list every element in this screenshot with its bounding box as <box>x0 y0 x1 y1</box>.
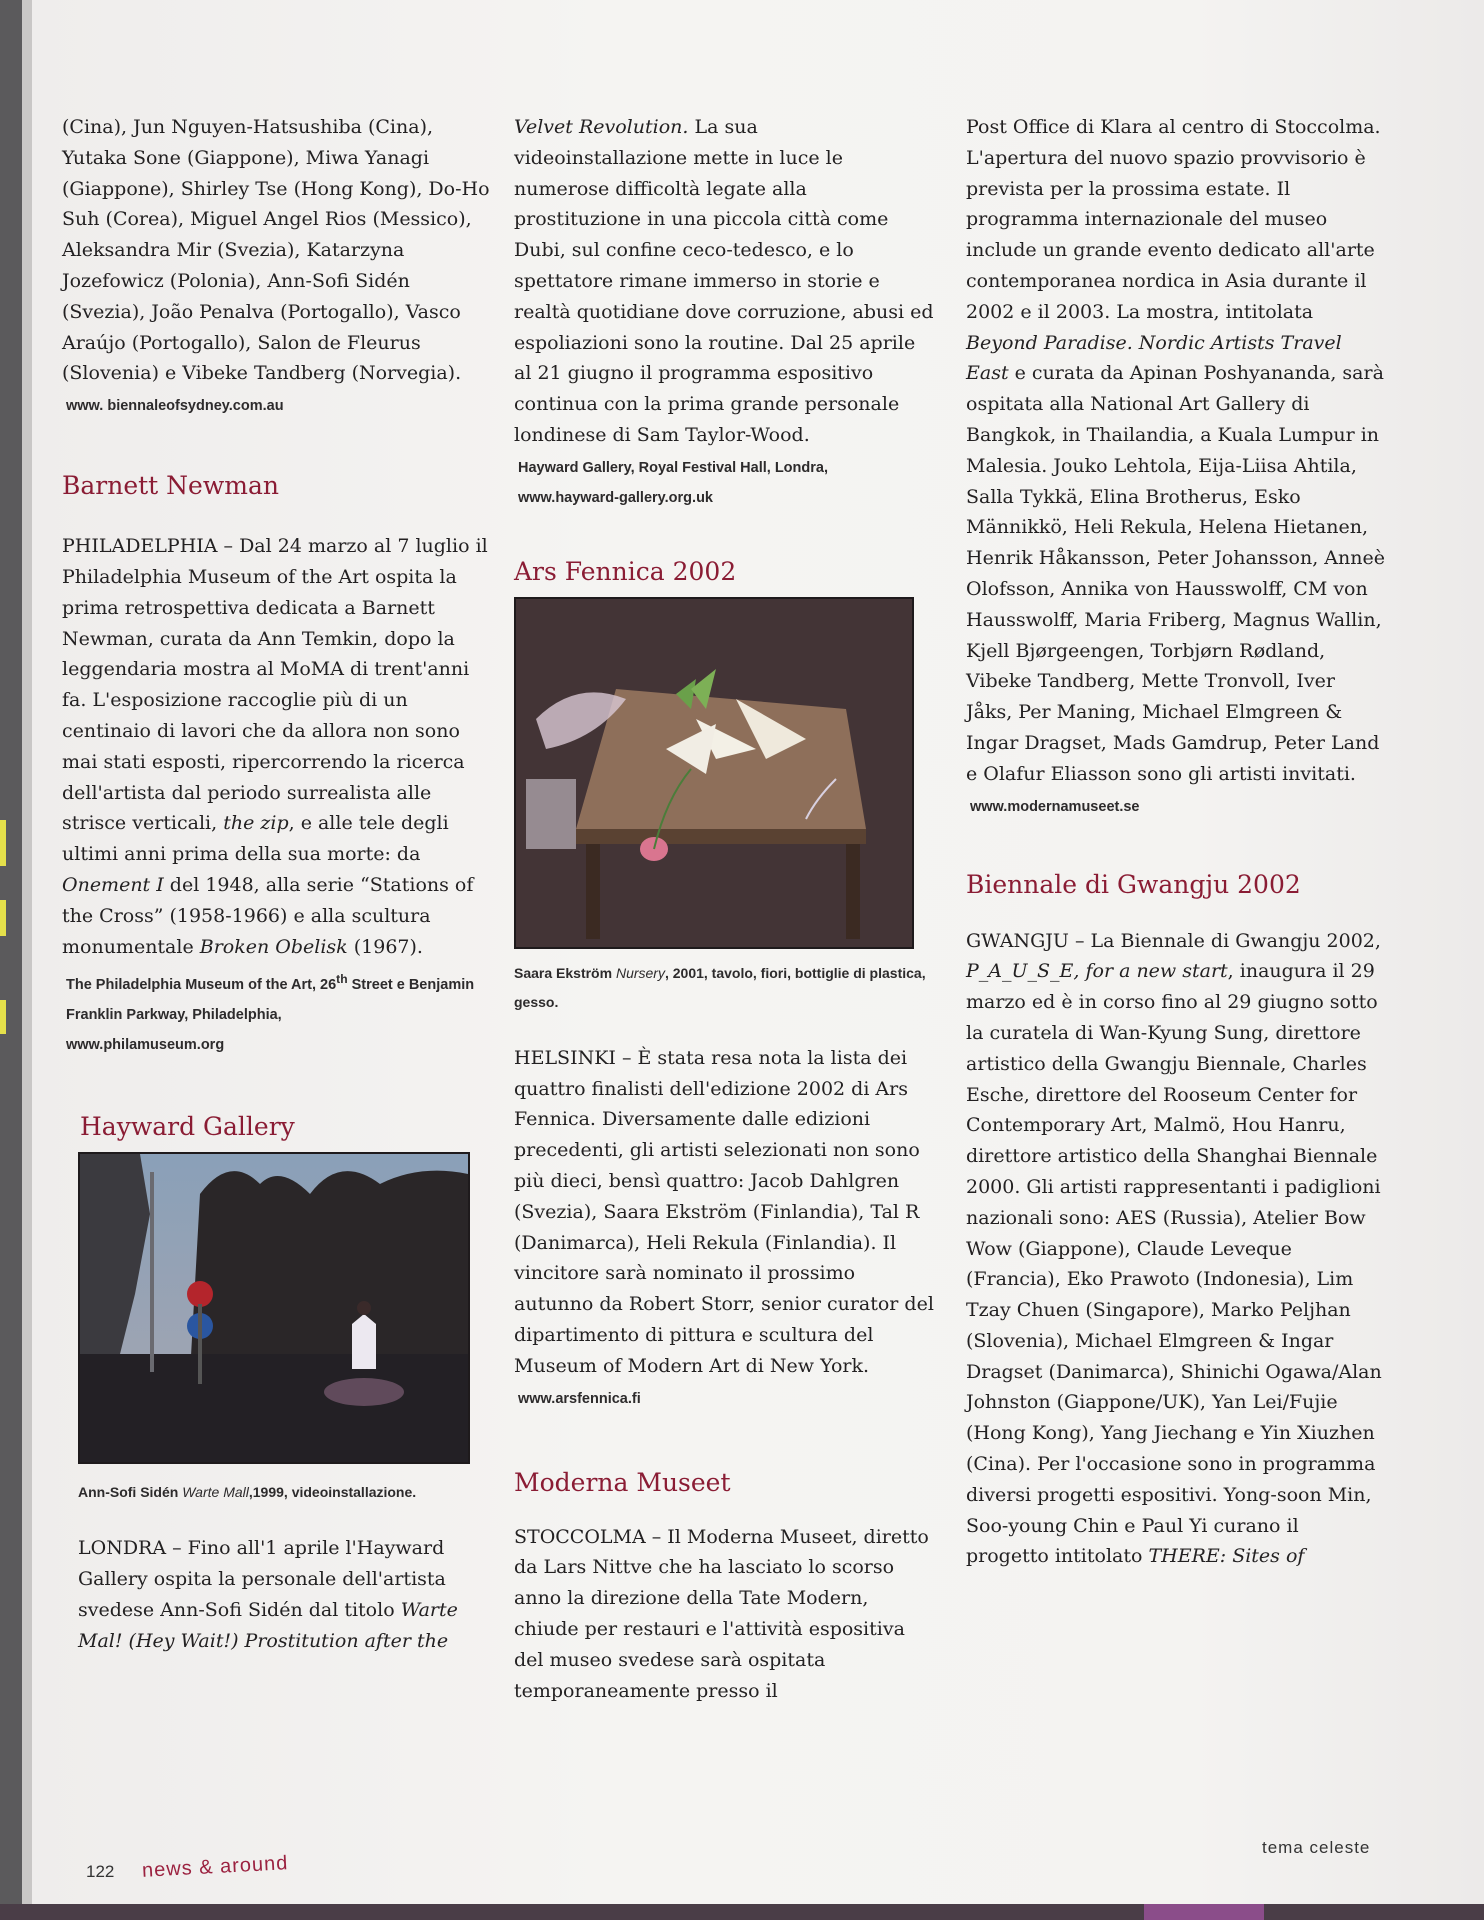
heading-ars-fennica: Ars Fennica 2002 <box>514 556 737 586</box>
tab-marker <box>0 820 6 866</box>
article-moderna-text: STOCCOLMA – Il Moderna Museet, diretto da Lars Nittve che ha lasciato lo scorso anno la direzione della Tate Modern, chiude per restauri e l'attività espositiva del museo svedese sarà ospitata temporaneamente presso il <box>514 1525 929 1702</box>
photo-warte-mal <box>78 1152 470 1464</box>
article-gwangju-text: GWANGJU – La Biennale di Gwangju 2002, P_A_U_S_E, for a new start, inaugura il 29 marzo ed è in corso fino al 29 giugno sotto la curatela di Wan-Kyung Sung, direttore artistico della Gwangju Biennale, Charles Esche, direttore del Rooseum Center for Contemporary Art, Malmö, Hou Hanru, direttore artistico della Shanghai Biennale 2000. Gli artisti rappresentanti i padiglioni nazionali sono: AES (Russia), Atelier Bow Wow (Giappone), Claude Leveque (Francia), Eko Prawoto (Indonesia), Lim Tzay Chuen (Singapore), Marko Peljhan (Slovenia), Michael Elmgreen & Ingar Dragset (Danimarca), Shinichi Ogawa/Alan Johnston (Giappone/UK), Yan Lei/Fujie (Hong Kong), Yang Jiechang e Yin Xiuzhen (Cina). Per l'occasione sono in programma diversi progetti espositivi. Yong-soon Min, Soo-young Chin e Paul Yi curano il progetto intitolato THERE: Sites of <box>966 929 1382 1568</box>
tab-marker <box>0 1000 6 1034</box>
page-number: 122 <box>86 1862 115 1881</box>
article-ars-fennica-text: HELSINKI – È stata resa nota la lista dei quattro finalisti dell'edizione 2002 di Ars Fennica. Diversamente dalle edizioni precedenti, gli artisti selezionati non sono più dieci, bensì quattro: Jacob Dahlgren (Svezia), Saara Ekström (Finlandia), Tal R (Danimarca), Heli Rekula (Finlandia). Il vincitore sarà nominato il prossimo autunno da Robert Storr, senior curator del dipartimento di pittura e scultura del Museum of Modern Art di New York. <box>514 1046 934 1377</box>
tab-marker <box>0 900 6 936</box>
photo-caption: Saara Ekström Nursery, 2001, tavolo, fiori, bottiglie di plastica, gesso. <box>514 964 926 1010</box>
bottom-edge <box>0 1904 1484 1920</box>
source-link[interactable]: www.hayward-gallery.org.uk <box>518 489 713 506</box>
column-right <box>966 112 1386 1572</box>
photo-nursery <box>514 597 914 949</box>
source-link[interactable]: www. biennaleofsydney.com.au <box>66 398 284 415</box>
video-still-image <box>80 1154 468 1462</box>
column-middle <box>514 112 934 1706</box>
source-hayward: Hayward Gallery, Royal Festival Hall, Londra, www.hayward-gallery.org.uk <box>518 459 828 506</box>
heading-biennale-gwangju: Biennale di Gwangju 2002 <box>966 869 1301 899</box>
article-sydney-text: (Cina), Jun Nguyen-Hatsushiba (Cina), Yutaka Sone (Giappone), Miwa Yanagi (Giappone), Shirley Tse (Hong Kong), Do-Ho Suh (Corea), Miguel Angel Rios (Messico), Aleksandra Mir (Svezia), Katarzyna Jozefowicz (Polonia), Ann-Sofi Sidén (Svezia), João Penalva (Portogallo), Vasco Araújo (Portogallo), Salon de Fleurus (Slovenia) e Vibeke Tandberg (Norvegia). <box>62 116 490 385</box>
section-title: news & around <box>141 1852 289 1882</box>
source-link[interactable]: www.modernamuseet.se <box>970 798 1140 815</box>
heading-moderna-museet: Moderna Museet <box>514 1467 731 1497</box>
binding-shadow <box>0 0 22 1920</box>
source-link[interactable]: www.arsfennica.fi <box>518 1390 641 1407</box>
magazine-name: tema celeste <box>1262 1838 1371 1857</box>
source-link[interactable]: www.philamuseum.org <box>66 1037 225 1054</box>
article-moderna-continued: Post Office di Klara al centro di Stoccolma. L'apertura del nuovo spazio provvisorio è prevista per la prossima estate. Il programma internazionale del museo include un grande evento dedicato all'arte contemporanea nordica in Asia durante il 2002 e il 2003. La mostra, intitolata Beyond Paradise. Nordic Artists Travel East e curata da Apinan Poshyananda, sarà ospitata alla National Art Gallery di Bangkok, in Thailandia, a Kuala Lumpur in Malesia. Jouko Lehtola, Eija-Liisa Ahtila, Salla Tykkä, Elina Brotherus, Esko Männikkö, Heli Rekula, Helena Hietanen, Henrik Håkansson, Peter Johansson, Anneè Olofsson, Annika von Hausswolff, CM von Hausswolff, Maria Friberg, Magnus Wallin, Kjell Bjørgeengen, Torbjørn Rødland, Vibeke Tandberg, Mette Tronvoll, Iver Jåks, Per Maning, Michael Elmgreen & Ingar Dragset, Mads Gamdrup, Peter Land e Olafur Eliasson sono gli artisti invitati. <box>966 116 1385 785</box>
bottom-edge-accent <box>1144 1904 1264 1920</box>
article-hayward-text: LONDRA – Fino all'1 aprile l'Hayward Gallery ospita la personale dell'artista svedese Ann-Sofi Sidén dal titolo Warte Mal! (Hey Wait!) Prostitution after the <box>78 1537 458 1652</box>
heading-barnett-newman: Barnett Newman <box>62 471 279 501</box>
source-philamuseum: The Philadelphia Museum of the Art, 26th Street e Benjamin Franklin Parkway, Philadelphia, www.philamuseum.org <box>66 972 475 1054</box>
column-left <box>62 112 492 1656</box>
article-hayward-continued: Velvet Revolution. La sua videoinstallazione mette in luce le numerose difficoltà legate alla prostituzione in una piccola città come Dubi, sul confine ceco-tedesco, e lo spettatore rimane immerso in storie e realtà quotidiane dove corruzione, abusi ed espoliazioni sono la routine. Dal 25 aprile al 21 giugno il programma espositivo continua con la prima grande personale londinese di Sam Taylor-Wood. <box>514 116 934 446</box>
artwork-image <box>516 599 912 947</box>
photo-caption: Ann-Sofi Sidén Warte Mall,1999, videoinstallazione. <box>78 1484 417 1501</box>
heading-hayward-gallery: Hayward Gallery <box>80 1112 295 1142</box>
page-edge <box>22 0 32 1920</box>
article-newman-text: PHILADELPHIA – Dal 24 marzo al 7 luglio il Philadelphia Museum of the Art ospita la prima retrospettiva dedicata a Barnett Newman, curata da Ann Temkin, dopo la leggendaria mostra al MoMA di trent'anni fa. L'esposizione raccoglie più di un centinaio di lavori che da allora non sono mai stati esposti, ripercorrendo la ricerca dell'artista dal periodo surrealista alle strisce verticali, the zip, e alle tele degli ultimi anni prima della sua morte: da Onement I del 1948, alla serie “Stations of the Cross” (1958-1966) e alla scultura monumentale Broken Obelisk (1967). <box>62 535 488 958</box>
